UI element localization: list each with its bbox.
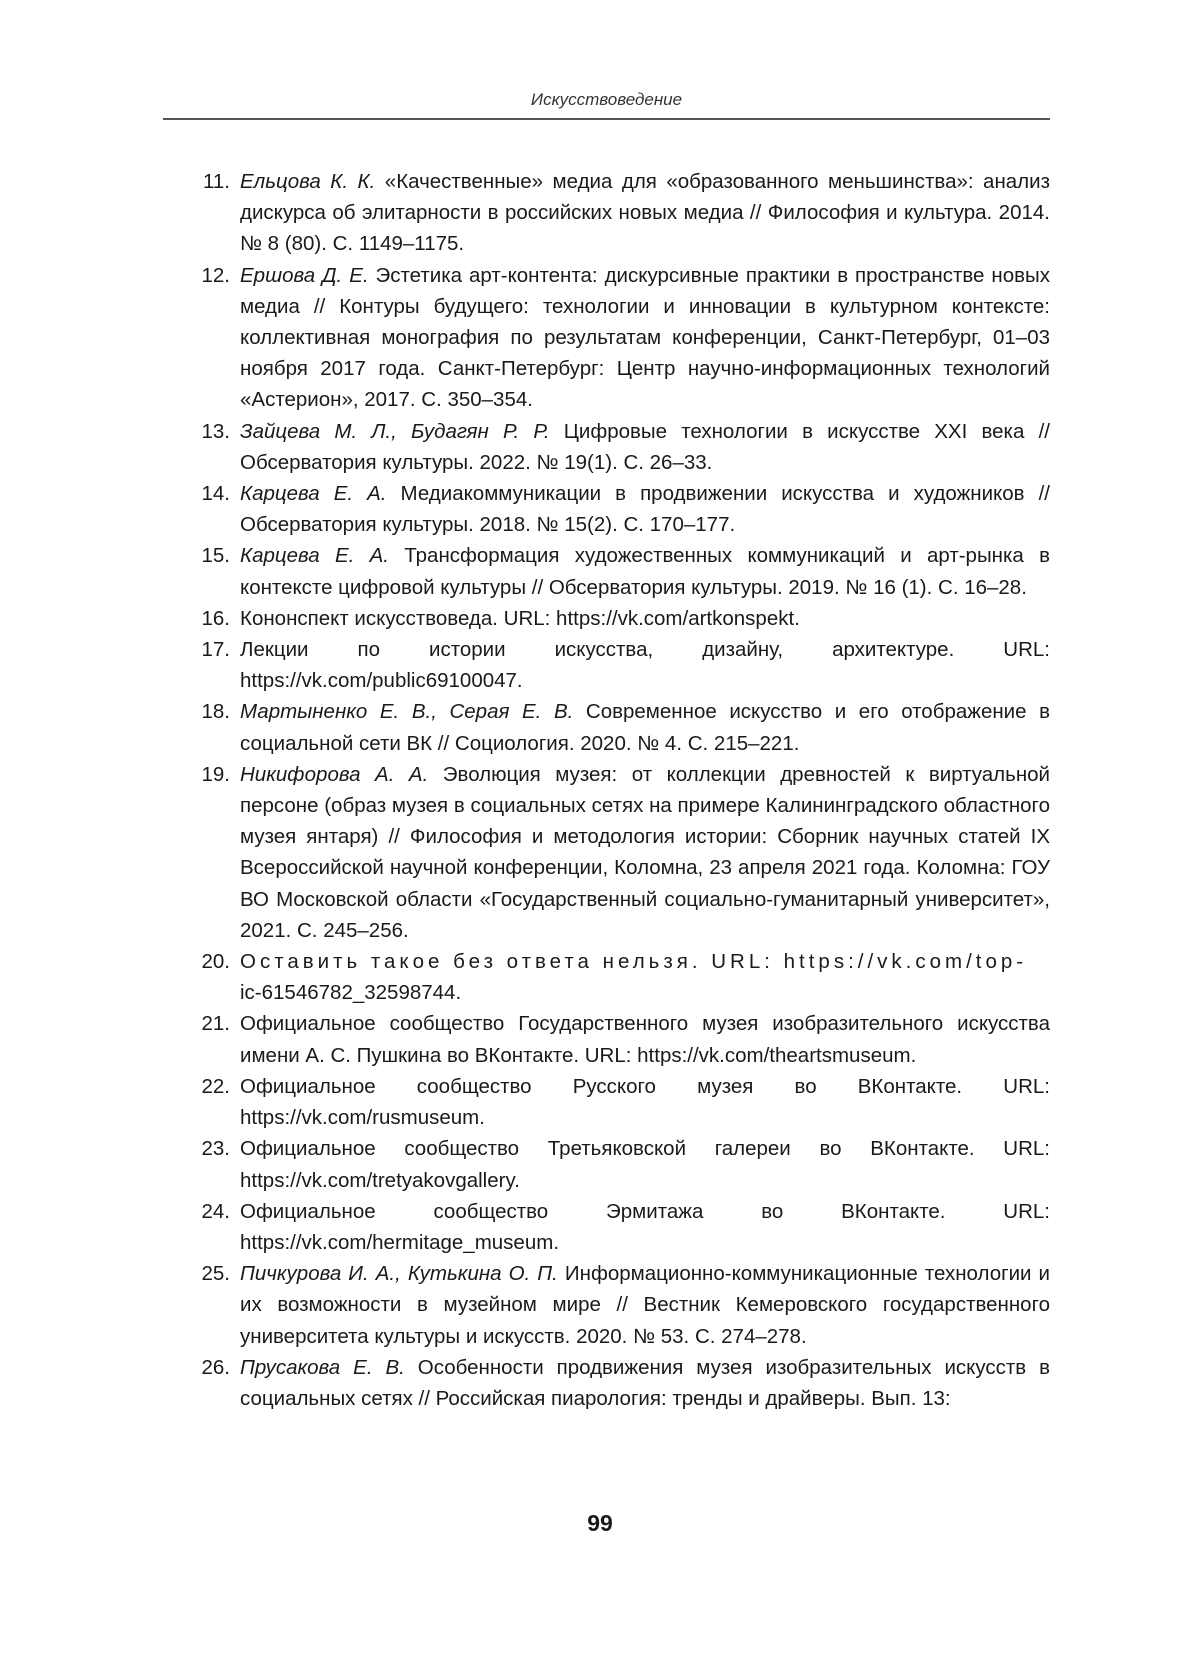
reference-text: Особенности продвижения музея изобразительных искусств в социальных сетях // Российская пиарология: тренды и драйверы. Вып. 13: — [240, 1355, 1050, 1410]
reference-number: 17. — [201, 638, 230, 662]
reference-item — [190, 603, 1050, 634]
reference-item — [190, 1196, 1050, 1258]
header-title: Искусствоведение — [530, 90, 683, 109]
reference-number: 26. — [201, 1355, 230, 1379]
reference-author: Мартыненко Е. В., Серая Е. В. — [240, 700, 574, 724]
reference-item — [190, 260, 1050, 416]
reference-item — [190, 478, 1050, 540]
reference-author: Ельцова К. К. — [240, 170, 376, 193]
reference-number: 16. — [201, 606, 230, 630]
reference-item — [190, 634, 1050, 696]
reference-text: Эстетика арт-контента: дискурсивные практики в пространстве новых медиа // Контуры будущего: технологии и инновации в культурном контексте: коллективная монография по результатам конференции, Санкт-Петербург, 01–03 ноября 2017 года. Санкт-Петербург: Центр научно-информационных технологий «Астерион», 2017. С. 350–354. — [240, 263, 1050, 412]
running-header — [163, 86, 1050, 120]
reference-number: 15. — [201, 544, 230, 568]
reference-number: 14. — [201, 482, 230, 506]
reference-number: 11. — [203, 170, 230, 193]
reference-number: 13. — [201, 419, 230, 443]
reference-number: 22. — [201, 1074, 230, 1098]
reference-item — [190, 1071, 1050, 1133]
page-number: 99 — [587, 1510, 613, 1536]
reference-text: Кононспект искусствоведа. URL: https://vk.com/artkonspekt. — [240, 606, 800, 630]
reference-number: 24. — [201, 1199, 230, 1223]
reference-item — [190, 1133, 1050, 1195]
reference-author: Карцева Е. А. — [240, 544, 389, 568]
reference-text: Современное искусство и его отображение в социальной сети ВК // Социология. 2020. № 4. С. 215–221. — [240, 700, 1050, 755]
reference-item — [190, 696, 1050, 758]
reference-author: Карцева Е. А. — [240, 482, 387, 506]
reference-text: Цифровые технологии в искусстве XXI века // Обсерватория культуры. 2022. № 19(1). С. 26–33. — [240, 419, 1050, 474]
reference-author: Зайцева М. Л., Будагян Р. Р. — [240, 419, 550, 443]
reference-author: Прусакова Е. В. — [240, 1355, 405, 1379]
reference-author: Ершова Д. Е. — [240, 263, 369, 287]
reference-text: Официальное сообщество Эрмитажа во ВКонтакте. URL: https://vk.com/hermitage_museum. — [240, 1199, 1050, 1254]
reference-text: Официальное сообщество Государственного музея изобразительного искусства имени А. С. Пушкина во ВКонтакте. URL: https://vk.com/theartsmuseum. — [240, 1012, 1050, 1067]
reference-number: 19. — [201, 762, 230, 786]
reference-item — [190, 946, 1050, 1008]
reference-text: Трансформация художественных коммуникаций и арт-рынка в контексте цифровой культуры // Обсерватория культуры. 2019. № 16 (1). С. 16–28. — [240, 544, 1050, 599]
reference-number: 20. — [201, 950, 230, 974]
reference-number: 21. — [201, 1012, 230, 1036]
reference-number: 12. — [201, 263, 230, 287]
reference-text: «Качественные» медиа для «образованного меньшинства»: анализ дискурса об элитарности в российских новых медиа // Философия и культура. 2014. № 8 (80). С. 1149–1175. — [240, 170, 1050, 256]
reference-text: Оставить такое без ответа нельзя. URL: https://vk.com/top- — [240, 950, 1028, 974]
reference-item — [190, 166, 1050, 260]
reference-item — [190, 416, 1050, 478]
reference-text: Медиакоммуникации в продвижении искусства и художников // Обсерватория культуры. 2018. № 15(2). С. 170–177. — [240, 482, 1050, 537]
reference-number: 18. — [201, 700, 230, 724]
reference-item — [190, 1258, 1050, 1352]
reference-item — [190, 540, 1050, 602]
reference-list — [190, 166, 1050, 1414]
reference-author: Пичкурова И. А., Кутькина О. П. — [240, 1262, 558, 1286]
reference-text: Официальное сообщество Третьяковской галереи во ВКонтакте. URL: https://vk.com/tretyakovgallery. — [240, 1137, 1050, 1192]
reference-author: Никифорова А. А. — [240, 762, 429, 786]
reference-item — [190, 1008, 1050, 1070]
reference-text: Официальное сообщество Русского музея во ВКонтакте. URL: https://vk.com/rusmuseum. — [240, 1074, 1050, 1130]
reference-text: Информационно-коммуникационные технологии и их возможности в музейном мире // Вестник Кемеровского государственного университета культуры и искусств. 2020. № 53. С. 274–278. — [240, 1262, 1050, 1348]
reference-item — [190, 759, 1050, 946]
reference-text-continued: ic-61546782_32598744. — [240, 981, 462, 1005]
reference-number: 23. — [201, 1137, 230, 1161]
reference-text: Эволюция музея: от коллекции древностей к виртуальной персоне (образ музея в социальных сетях на примере Калининградского областного музея янтаря) // Философия и методология истории: Сборник научных статей IX Всероссийской научной конференции, Коломна, 23 апреля 2021 года. Коломна: ГОУ ВО Московской области «Государственный социально-гуманитарный университет», 2021. С. 245–256. — [240, 762, 1050, 942]
reference-item — [190, 1352, 1050, 1414]
reference-number: 25. — [201, 1262, 230, 1286]
reference-text: Лекции по истории искусства, дизайну, архитектуре. URL: https://vk.com/public69100047. — [240, 638, 1050, 693]
